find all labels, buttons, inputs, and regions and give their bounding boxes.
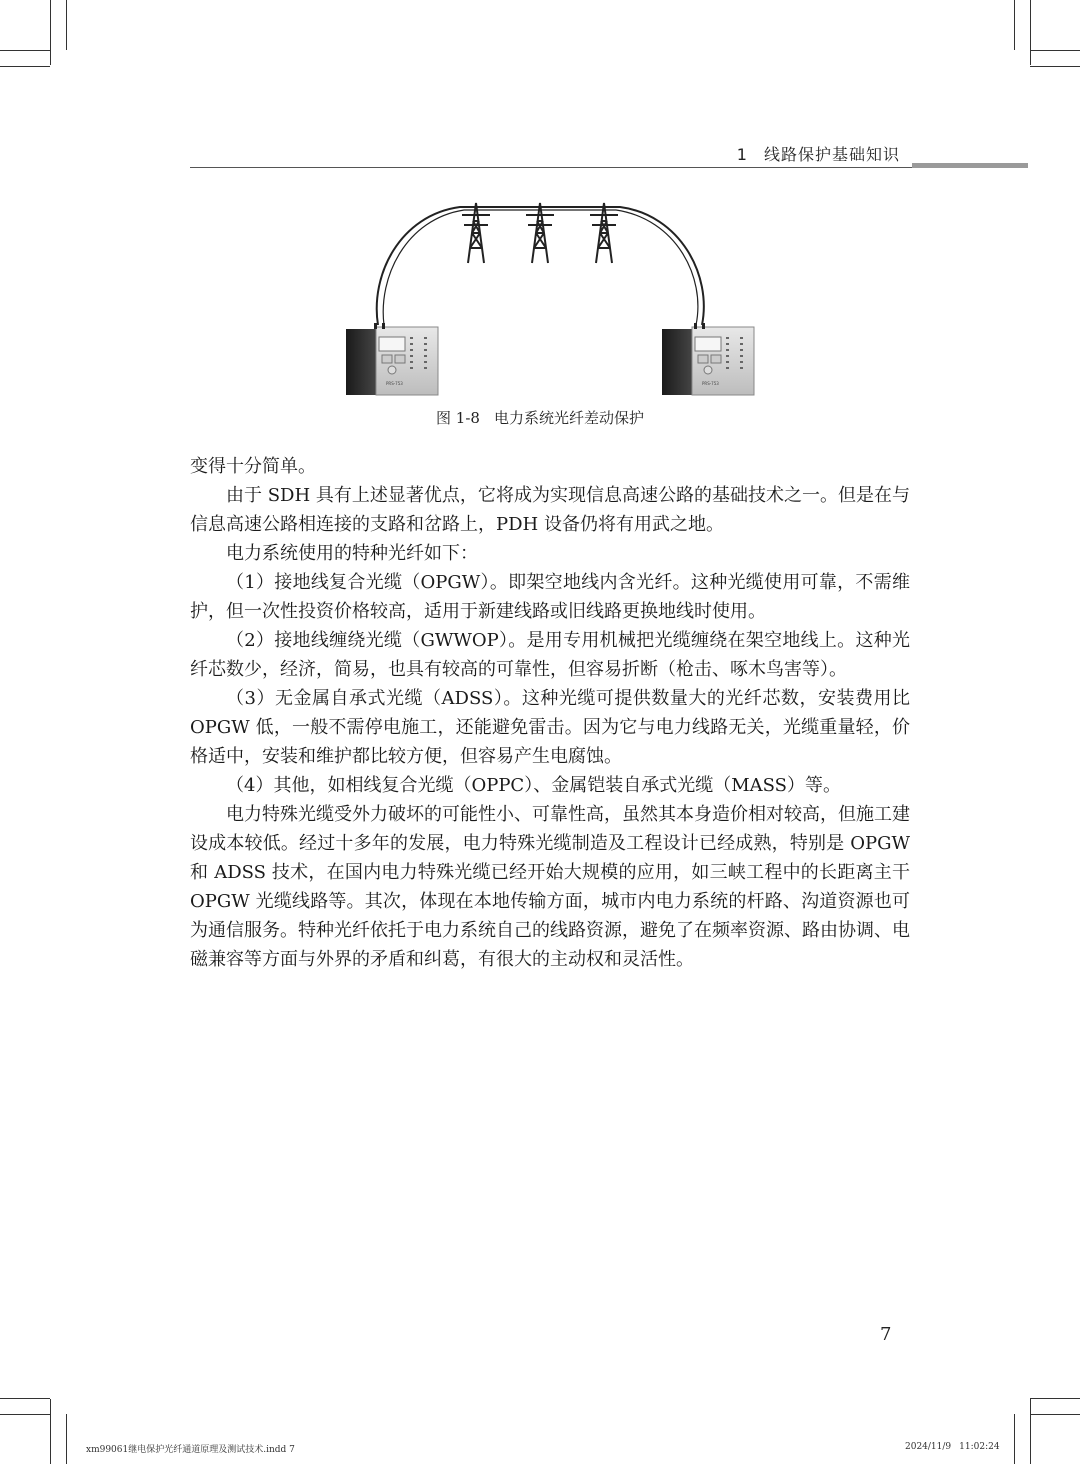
crop-mark: [0, 50, 50, 51]
page-number: 7: [880, 1324, 892, 1345]
svg-text:PRS-753: PRS-753: [386, 381, 403, 386]
chapter-heading: [737, 142, 900, 165]
paragraph: 变得十分简单。: [190, 456, 316, 477]
crop-mark: [0, 66, 50, 67]
svg-text:PRS-753: PRS-753: [702, 381, 719, 386]
paragraph: 电力特殊光缆受外力破坏的可能性小、可靠性高，虽然其本身造价相对较高，但施工建设成本较低。经过十多年的发展，电力特殊光缆制造及工程设计已经成熟，特别是 OPGW 和 ADSS 技术，在国内电力特殊光缆已经开始大规模的应用，如三峡工程中的长距离主干 OPGW 光缆线路等。其次，体现在本地传输方面，城市内电力系统的杆路、沟道资源也可为通信服务。特种光纤依托于电力系统自己的线路资源，避免了在频率资源、路由协调、电磁兼容等方面与外界的矛盾和纠葛，有很大的主动权和灵活性。: [190, 804, 910, 970]
footer-time: 11:02:24: [959, 1442, 1000, 1452]
paragraph: 由于 SDH 具有上述显著优点，它将成为实现信息高速公路的基础技术之一。但是在与信息高速公路相连接的支路和岔路上，PDH 设备仍将有用武之地。: [190, 485, 910, 535]
transmission-tower-icon: [462, 203, 618, 263]
crop-mark: [1030, 1398, 1080, 1399]
crop-mark: [1030, 66, 1080, 67]
header-rule: [190, 167, 915, 168]
running-header: [190, 140, 1028, 168]
protection-relay-right: [662, 323, 754, 395]
crop-mark: [50, 0, 51, 65]
crop-mark: [0, 1414, 50, 1415]
protection-relay-left: [346, 323, 438, 395]
list-item: （2）接地线缠绕光缆（GWWOP）。是用专用机械把光缆缠绕在架空地线上。这种光纤芯数少，经济，简易，也具有较高的可靠性，但容易折断（枪击、啄木鸟害等）。: [190, 630, 910, 680]
figure-caption-text: 电力系统光纤差动保护: [493, 409, 644, 427]
crop-mark: [0, 1398, 50, 1399]
footer-date: 2024/11/9: [905, 1442, 952, 1452]
figure-caption: [0, 407, 1080, 428]
body-text: [190, 452, 910, 974]
crop-mark: [1030, 1399, 1031, 1464]
footer-filename: xm99061继电保护光纤通道原理及测试技术.indd 7: [86, 1445, 295, 1455]
crop-mark: [1014, 1414, 1015, 1464]
chapter-title: 线路保护基础知识: [763, 145, 900, 164]
crop-mark: [1030, 50, 1080, 51]
chapter-number: 1: [736, 145, 748, 164]
list-item: （4）其他，如相线复合光缆（OPPC）、金属铠装自承式光缆（MASS）等。: [226, 775, 841, 796]
fiber-differential-diagram: [340, 195, 760, 405]
crop-mark: [66, 0, 67, 50]
figure-illustration: [340, 195, 760, 405]
figure-number: 图 1-8: [436, 409, 480, 427]
crop-mark: [1030, 1414, 1080, 1415]
crop-mark: [66, 1414, 67, 1464]
crop-mark: [50, 1399, 51, 1464]
crop-mark: [1030, 0, 1031, 65]
footer-timestamp: [905, 1442, 1000, 1452]
crop-mark: [1014, 0, 1015, 50]
list-item: （3）无金属自承式光缆（ADSS）。这种光缆可提供数量大的光纤芯数，安装费用比 OPGW 低，一般不需停电施工，还能避免雷击。因为它与电力线路无关，光缆重量轻，价格适中，安装和维护都比较方便，但容易产生电腐蚀。: [190, 688, 910, 767]
header-bar: [912, 163, 1028, 168]
paragraph: 电力系统使用的特种光纤如下：: [226, 543, 478, 564]
list-item: （1）接地线复合光缆（OPGW）。即架空地线内含光纤。这种光缆使用可靠，不需维护，但一次性投资价格较高，适用于新建线路或旧线路更换地线时使用。: [190, 572, 910, 622]
